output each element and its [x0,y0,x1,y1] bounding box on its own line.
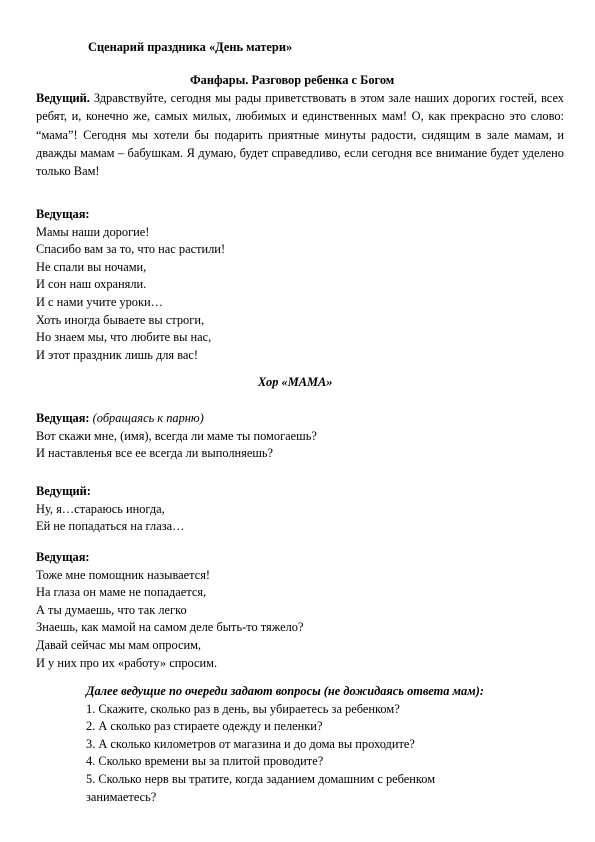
verse-line: И сон наш охраняли. [36,277,147,292]
dialog-line: На глаза он маме не попадается, [36,585,207,600]
dialog-line: И наставленья все ее всегда ли выполняешь? [36,446,274,461]
document-title: Сценарий праздника «День матери» [88,40,293,54]
speaker-label: Ведущий: [36,484,91,498]
dialog-line: Ну, я…стараюсь иногда, [36,501,165,516]
verse-line: Спасибо вам за то, что нас растили! [36,242,226,257]
dialog-line: А ты думаешь, что так легко [36,602,187,617]
question-item: 1. Скажите, сколько раз в день, вы убираетесь за ребенком? [86,701,400,716]
speaker-label: Ведущий. [36,91,90,105]
dialog-line: Вот скажи мне, (имя), всегда ли маме ты помогаешь? [36,428,317,443]
question-item: 5. Сколько нерв вы тратите, когда заданием домашним с ребенком [86,771,436,786]
question-item: занимаетесь? [86,789,157,804]
dialog-block-3 [36,549,556,672]
dialog-line: Знаешь, как мамой на самом деле быть-то тяжело? [36,620,304,635]
verse-line: Мамы наши дорогие! [36,224,150,239]
question-item: 4. Сколько времени вы за плитой проводите? [86,754,324,769]
intro-text: Здравствуйте, сегодня мы рады приветствовать в этом зале наших дорогих гостей, всех ребят, и, конечно же, самых милых, любимых и единственных мам! О, как прекрасно это слово: “мама”! Сегодня мы хотели бы подарить приятные минуты радости, сидящим в зале мамам, и дважды мамам – бабушкам. Я думаю, будет справедливо, если сегодня все внимание будет уделено только Вам! [36,91,564,179]
dialog-block-1 [36,410,556,463]
choir-heading: Хор «МАМА» [258,375,333,389]
speaker-label: Ведущая: [36,411,90,425]
dialog-line: И у них про их «работу» спросим. [36,655,218,670]
verse-line: Но знаем мы, что любите вы нас, [36,330,212,345]
verse-line: И с нами учите уроки… [36,294,164,309]
dialog-line: Тоже мне помощник называется! [36,567,211,582]
verse-line: И этот праздник лишь для вас! [36,347,199,362]
dialog-line: Ей не попадаться на глаза… [36,519,185,534]
question-item: 3. А сколько километров от магазина и до дома вы проходите? [86,736,415,751]
dialog-block-2 [36,483,556,536]
verse-block-1 [36,206,556,364]
section-heading: Фанфары. Разговор ребенка с Богом [190,73,395,87]
verse-line: Хоть иногда бываете вы строги, [36,312,205,327]
questions-intro: Далее ведущие по очереди задают вопросы (не дожидаясь ответа мам): [86,684,484,698]
questions-block [86,683,556,806]
question-item: 2. А сколько раз стираете одежду и пеленки? [86,719,323,734]
verse-line: Не спали вы ночами, [36,259,147,274]
speaker-label: Ведущая: [36,550,90,564]
speaker-label: Ведущая: [36,207,90,221]
stage-direction: (обращаясь к парню) [92,411,204,425]
dialog-line: Давай сейчас мы мам опросим, [36,637,202,652]
intro-paragraph [36,89,564,180]
